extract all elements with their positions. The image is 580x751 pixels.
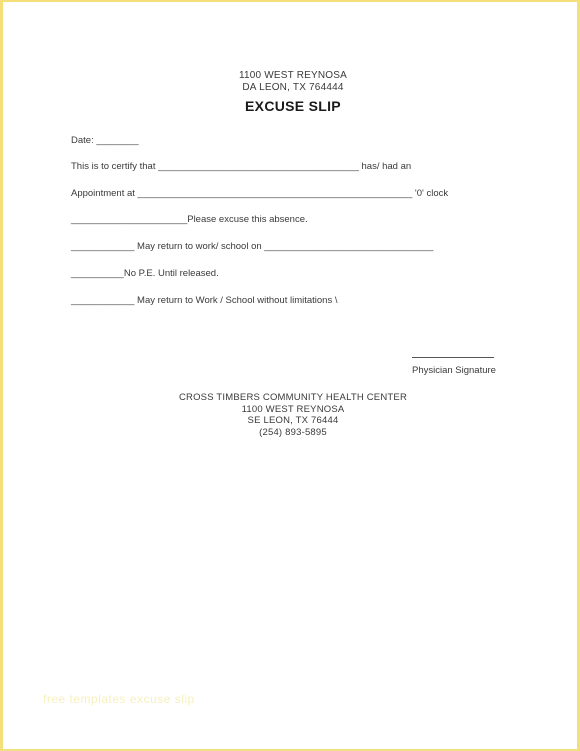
watermark-text: free templates excuse slip [43, 692, 195, 706]
footer-address-line2: SE LEON, TX 76444 [247, 415, 339, 426]
no-limitations-line: ____________ May return to Work / School without limitations \ [71, 295, 338, 306]
excuse-absence-line: ______________________Please excuse this absence. [71, 214, 308, 225]
return-on-line: ____________ May return to work/ school on ________________________________ [71, 241, 434, 252]
document-title: EXCUSE SLIP [245, 98, 341, 114]
footer-phone: (254) 893-5895 [259, 426, 327, 438]
no-pe-line: __________No P.E. Until released. [71, 268, 219, 279]
header-address [3, 70, 580, 94]
certify-line: This is to certify that ______________________________________ has/ had an [71, 161, 412, 172]
signature-rule [412, 357, 494, 358]
date-field: Date: ________ [71, 135, 139, 146]
physician-signature-label: Physician Signature [412, 365, 496, 376]
footer-org-name: CROSS TIMBERS COMMUNITY HEALTH CENTER [178, 392, 408, 403]
footer-address-line1: 1100 WEST REYNOSA [241, 403, 345, 415]
footer-block [3, 392, 580, 438]
appointment-line: Appointment at ____________________________________________________ '0' clock [71, 188, 449, 199]
header-address-line2: DA LEON, TX 764444 [242, 82, 344, 93]
header-address-line1: 1100 WEST REYNOSA [238, 70, 348, 81]
